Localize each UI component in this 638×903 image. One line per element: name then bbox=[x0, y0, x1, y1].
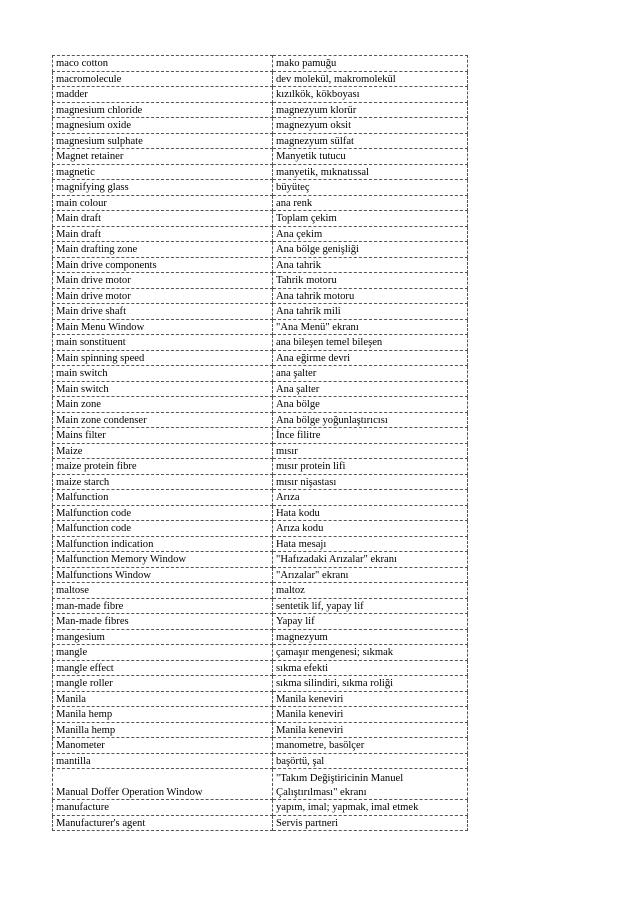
english-term-cell: Main draft bbox=[53, 211, 273, 227]
turkish-term-cell: magnezyum bbox=[273, 629, 468, 645]
english-term-cell: mangle roller bbox=[53, 676, 273, 692]
glossary-table bbox=[52, 55, 468, 831]
english-term-cell: Man-made fibres bbox=[53, 614, 273, 630]
english-term-cell: Magnet retainer bbox=[53, 149, 273, 165]
english-term-cell: maize protein fibre bbox=[53, 459, 273, 475]
table-row bbox=[53, 707, 468, 723]
turkish-term-cell: "Arızalar" ekranı bbox=[273, 567, 468, 583]
english-term-cell: Manual Doffer Operation Window bbox=[53, 769, 273, 800]
table-row bbox=[53, 118, 468, 134]
turkish-term-cell: ana bileşen temel bileşen bbox=[273, 335, 468, 351]
table-row bbox=[53, 753, 468, 769]
turkish-term-cell: Ana eğirme devri bbox=[273, 350, 468, 366]
turkish-term-cell: "Ana Menü" ekranı bbox=[273, 319, 468, 335]
english-term-cell: magnesium chloride bbox=[53, 102, 273, 118]
turkish-term-cell: Ana tahrik mili bbox=[273, 304, 468, 320]
table-row bbox=[53, 102, 468, 118]
english-term-cell: Main drive shaft bbox=[53, 304, 273, 320]
turkish-term-cell: Tahrik motoru bbox=[273, 273, 468, 289]
english-term-cell: main colour bbox=[53, 195, 273, 211]
turkish-term-cell: yapım, imal; yapmak, imal etmek bbox=[273, 800, 468, 816]
turkish-term-cell: Ana tahrik bbox=[273, 257, 468, 273]
turkish-term-cell: ana şalter bbox=[273, 366, 468, 382]
turkish-term-cell: mısır bbox=[273, 443, 468, 459]
table-row bbox=[53, 459, 468, 475]
turkish-term-cell: kızılkök, kökboyası bbox=[273, 87, 468, 103]
table-row bbox=[53, 598, 468, 614]
english-term-cell: mangle effect bbox=[53, 660, 273, 676]
turkish-term-cell: büyüteç bbox=[273, 180, 468, 196]
table-row bbox=[53, 474, 468, 490]
table-row bbox=[53, 660, 468, 676]
table-row bbox=[53, 645, 468, 661]
english-term-cell: Malfunction code bbox=[53, 505, 273, 521]
turkish-term-cell: Hata mesajı bbox=[273, 536, 468, 552]
table-row bbox=[53, 614, 468, 630]
english-term-cell: Main switch bbox=[53, 381, 273, 397]
table-row bbox=[53, 567, 468, 583]
english-term-cell: Main drive motor bbox=[53, 288, 273, 304]
turkish-term-cell: Arıza kodu bbox=[273, 521, 468, 537]
table-row bbox=[53, 180, 468, 196]
table-row bbox=[53, 149, 468, 165]
english-term-cell: man-made fibre bbox=[53, 598, 273, 614]
english-term-cell: Manilla hemp bbox=[53, 722, 273, 738]
english-term-cell: madder bbox=[53, 87, 273, 103]
turkish-term-cell: "Hafızadaki Arızalar" ekranı bbox=[273, 552, 468, 568]
table-row bbox=[53, 56, 468, 72]
english-term-cell: Malfunction Memory Window bbox=[53, 552, 273, 568]
english-term-cell: Maize bbox=[53, 443, 273, 459]
english-term-cell: magnifying glass bbox=[53, 180, 273, 196]
table-row bbox=[53, 366, 468, 382]
turkish-term-cell: mısır nişastası bbox=[273, 474, 468, 490]
glossary-page bbox=[52, 55, 467, 831]
english-term-cell: Malfunction indication bbox=[53, 536, 273, 552]
table-row bbox=[53, 133, 468, 149]
table-row bbox=[53, 722, 468, 738]
english-term-cell: Malfunction code bbox=[53, 521, 273, 537]
turkish-term-cell: Manyetik tutucu bbox=[273, 149, 468, 165]
english-term-cell: mangesium bbox=[53, 629, 273, 645]
turkish-term-cell: Manila keneviri bbox=[273, 707, 468, 723]
turkish-term-cell: Ana bölge yoğunlaştırıcısı bbox=[273, 412, 468, 428]
turkish-term-cell: Ana bölge genişliği bbox=[273, 242, 468, 258]
table-row bbox=[53, 397, 468, 413]
table-row bbox=[53, 412, 468, 428]
turkish-term-cell: İnce filitre bbox=[273, 428, 468, 444]
table-row bbox=[53, 583, 468, 599]
turkish-term-cell: Yapay lif bbox=[273, 614, 468, 630]
english-term-cell: Malfunctions Window bbox=[53, 567, 273, 583]
table-row bbox=[53, 428, 468, 444]
english-term-cell: magnesium oxide bbox=[53, 118, 273, 134]
english-term-cell: Main drive components bbox=[53, 257, 273, 273]
turkish-term-cell: manometre, basölçer bbox=[273, 738, 468, 754]
turkish-term-cell: Ana tahrik motoru bbox=[273, 288, 468, 304]
table-row bbox=[53, 71, 468, 87]
english-term-cell: Main spinning speed bbox=[53, 350, 273, 366]
english-term-cell: Manometer bbox=[53, 738, 273, 754]
turkish-term-cell: Ana şalter bbox=[273, 381, 468, 397]
english-term-cell: Manila bbox=[53, 691, 273, 707]
turkish-term-cell: manyetik, mıknatıssal bbox=[273, 164, 468, 180]
turkish-term-cell: maltoz bbox=[273, 583, 468, 599]
turkish-term-cell: Toplam çekim bbox=[273, 211, 468, 227]
english-term-cell: magnetic bbox=[53, 164, 273, 180]
turkish-term-cell: Manila keneviri bbox=[273, 691, 468, 707]
english-term-cell: magnesium sulphate bbox=[53, 133, 273, 149]
english-term-cell: macromolecule bbox=[53, 71, 273, 87]
turkish-term-cell: dev molekül, makromolekül bbox=[273, 71, 468, 87]
turkish-term-cell: mısır protein lifi bbox=[273, 459, 468, 475]
table-row bbox=[53, 738, 468, 754]
turkish-term-cell: Ana bölge bbox=[273, 397, 468, 413]
turkish-term-cell: sıkma efekti bbox=[273, 660, 468, 676]
table-row bbox=[53, 800, 468, 816]
table-row bbox=[53, 288, 468, 304]
turkish-term-cell: çamaşır mengenesi; sıkmak bbox=[273, 645, 468, 661]
table-row bbox=[53, 87, 468, 103]
turkish-term-cell: magnezyum klorür bbox=[273, 102, 468, 118]
table-row bbox=[53, 335, 468, 351]
table-row bbox=[53, 164, 468, 180]
english-term-cell: Main drafting zone bbox=[53, 242, 273, 258]
table-row bbox=[53, 273, 468, 289]
turkish-term-cell: "Takım Değiştiricinin Manuel Çalıştırılması" ekranı bbox=[273, 769, 468, 800]
english-term-cell: Mains filter bbox=[53, 428, 273, 444]
table-row bbox=[53, 490, 468, 506]
english-term-cell: Main zone condenser bbox=[53, 412, 273, 428]
table-row bbox=[53, 304, 468, 320]
english-term-cell: maltose bbox=[53, 583, 273, 599]
glossary-table-body bbox=[53, 56, 468, 831]
table-row bbox=[53, 195, 468, 211]
table-row bbox=[53, 242, 468, 258]
table-row bbox=[53, 257, 468, 273]
english-term-cell: Manila hemp bbox=[53, 707, 273, 723]
english-term-cell: Main draft bbox=[53, 226, 273, 242]
table-row bbox=[53, 629, 468, 645]
turkish-term-cell: Manila keneviri bbox=[273, 722, 468, 738]
table-row bbox=[53, 443, 468, 459]
english-term-cell: mantilla bbox=[53, 753, 273, 769]
turkish-term-cell: sıkma silindiri, sıkma roliği bbox=[273, 676, 468, 692]
english-term-cell: maco cotton bbox=[53, 56, 273, 72]
english-term-cell: Main Menu Window bbox=[53, 319, 273, 335]
table-row bbox=[53, 536, 468, 552]
turkish-term-cell: Arıza bbox=[273, 490, 468, 506]
english-term-cell: Main drive motor bbox=[53, 273, 273, 289]
table-row bbox=[53, 381, 468, 397]
turkish-term-cell: başörtü, şal bbox=[273, 753, 468, 769]
english-term-cell: manufacture bbox=[53, 800, 273, 816]
turkish-term-cell: Hata kodu bbox=[273, 505, 468, 521]
english-term-cell: main switch bbox=[53, 366, 273, 382]
turkish-term-cell: ana renk bbox=[273, 195, 468, 211]
english-term-cell: mangle bbox=[53, 645, 273, 661]
table-row bbox=[53, 319, 468, 335]
table-row bbox=[53, 505, 468, 521]
table-row bbox=[53, 552, 468, 568]
table-row bbox=[53, 815, 468, 831]
turkish-term-cell: magnezyum oksit bbox=[273, 118, 468, 134]
table-row bbox=[53, 676, 468, 692]
english-term-cell: maize starch bbox=[53, 474, 273, 490]
table-row bbox=[53, 226, 468, 242]
english-term-cell: Main zone bbox=[53, 397, 273, 413]
turkish-term-cell: magnezyum sülfat bbox=[273, 133, 468, 149]
english-term-cell: Manufacturer's agent bbox=[53, 815, 273, 831]
table-row bbox=[53, 691, 468, 707]
table-row bbox=[53, 521, 468, 537]
turkish-term-cell: Servis partneri bbox=[273, 815, 468, 831]
english-term-cell: Malfunction bbox=[53, 490, 273, 506]
table-row bbox=[53, 350, 468, 366]
turkish-term-cell: mako pamuğu bbox=[273, 56, 468, 72]
turkish-term-cell: Ana çekim bbox=[273, 226, 468, 242]
table-row bbox=[53, 211, 468, 227]
table-row bbox=[53, 769, 468, 800]
turkish-term-cell: sentetik lif, yapay lif bbox=[273, 598, 468, 614]
english-term-cell: main sonstituent bbox=[53, 335, 273, 351]
